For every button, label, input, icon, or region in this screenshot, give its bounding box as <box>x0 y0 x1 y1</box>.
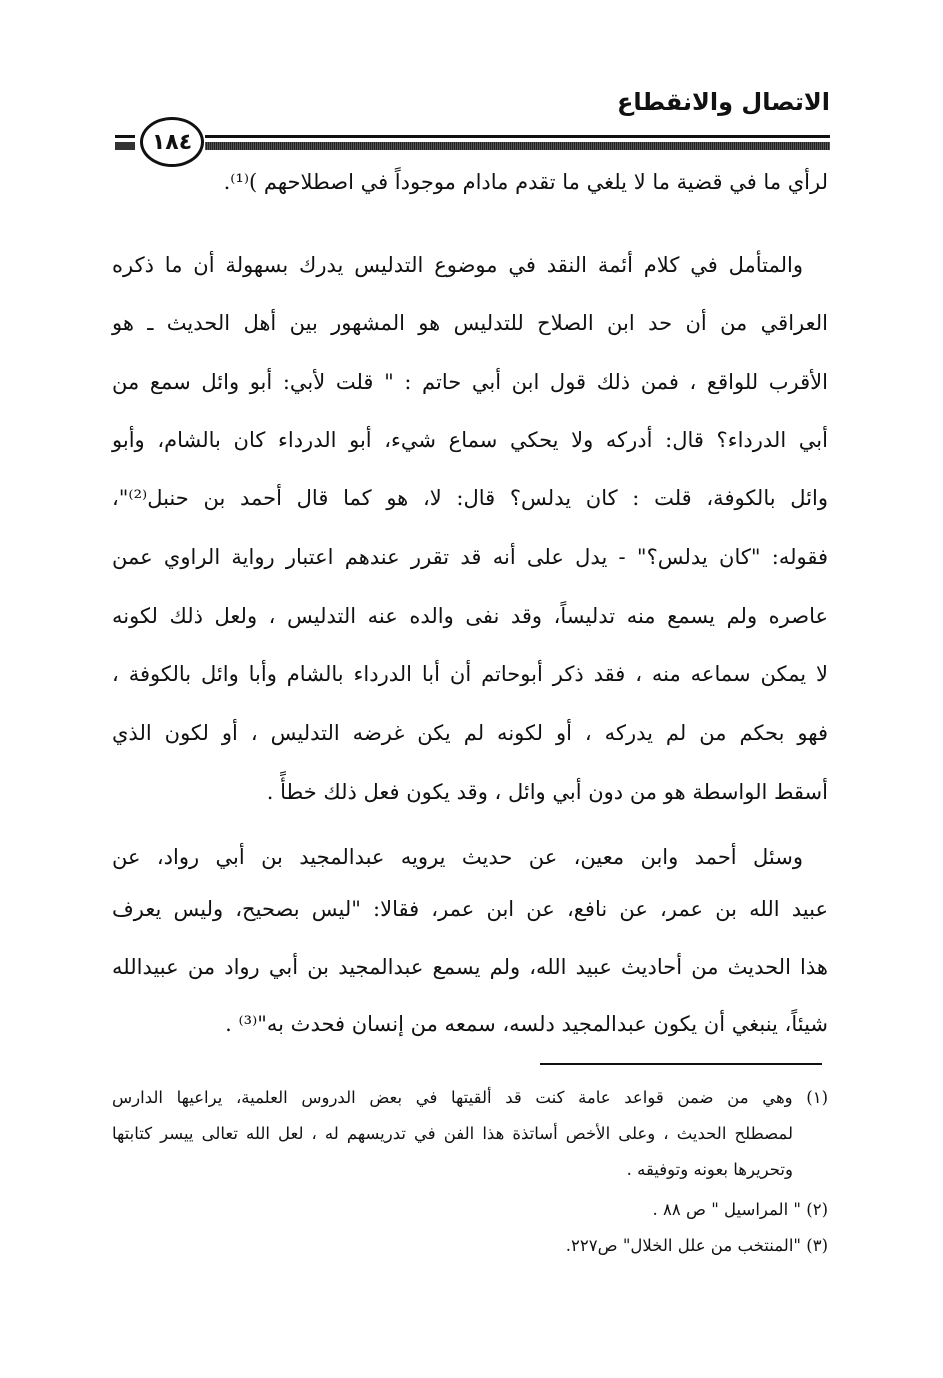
body-line: لرأي ما في قضية ما لا يلغي ما تقدم مادام موجوداً في اصطلاحهم )⁽¹⁾. <box>223 170 828 194</box>
body-line: وائل بالكوفة، قلت : كان يدلس؟ قال: لا، هو كما قال أحمد بن حنبل⁽²⁾"، <box>112 486 828 510</box>
body-line: العراقي من أن حد ابن الصلاح للتدليس هو المشهور بين أهل الحديث ـ هو <box>112 311 828 335</box>
footnote-line: (٢) " المراسيل " ص ٨٨ . <box>652 1200 828 1219</box>
body-line: أسقط الواسطة هو من دون أبي وائل ، وقد يكون فعل ذلك خطأً . <box>266 780 828 804</box>
body-line: عاصره ولم يسمع منه تدليساً، وقد نفى والده عنه التدليس ، ولعل ذلك لكونه <box>112 604 828 628</box>
footnote-line: (١) وهي من ضمن قواعد عامة كنت قد ألقيتها في بعض الدروس العلمية، يراعيها الدارس <box>112 1088 829 1107</box>
body-line: عبيد الله بن عمر، عن نافع، عن ابن عمر، فقالا: "ليس بصحيح، وليس يعرف <box>112 897 828 921</box>
running-title: الاتصال والانقطاع <box>616 88 830 116</box>
body-line: شيئاً، ينبغي أن يكون عبدالمجيد دلسه، سمعه من إنسان فحدث به"⁽³⁾ . <box>225 1012 828 1036</box>
header-rule <box>205 135 830 138</box>
header-rule-left <box>115 135 135 138</box>
body-line: الأقرب للواقع ، فمن ذلك قول ابن أبي حاتم : " قلت لأبي: أبو وائل سمع من <box>112 370 828 394</box>
footnote-line: لمصطلح الحديث ، وعلى الأخص أساتذة هذا الفن في تدريسهم له ، لعل الله تعالى ييسر كتابتها <box>112 1124 793 1143</box>
body-line: لا يمكن سماعه منه ، فقد ذكر أبوحاتم أن أبا الدرداء بالشام وأبا وائل بالكوفة ، <box>112 662 828 686</box>
footnote-line: وتحريرها بعونه وتوفيقه . <box>626 1160 793 1179</box>
body-line: أبي الدرداء؟ قال: أدركه ولا يحكي سماع شيء، أبو الدرداء كان بالشام، وأبو <box>112 428 828 452</box>
body-line: والمتأمل في كلام أئمة النقد في موضوع التدليس يدرك بسهولة أن ما ذكره <box>112 253 803 277</box>
page-number: ١٨٤ <box>140 117 204 167</box>
header-rule-left-decorative <box>115 142 135 150</box>
body-line: فهو بحكم من لم يدركه ، أو لكونه لم يكن غرضه التدليس ، أو لكون الذي <box>112 721 828 745</box>
body-line: وسئل أحمد وابن معين، عن حديث يرويه عبدالمجيد بن أبي رواد، عن <box>112 845 803 869</box>
header-rule-decorative <box>205 142 830 150</box>
body-line: فقوله: "كان يدلس؟" - يدل على أنه قد تقرر عندهم اعتبار رواية الراوي عمن <box>112 545 828 569</box>
body-line: هذا الحديث من أحاديث عبيد الله، ولم يسمع عبدالمجيد بن أبي رواد من عبيدالله <box>112 955 828 979</box>
footnote-line: (٣) "المنتخب من علل الخلال" ص٢٢٧. <box>565 1236 828 1255</box>
footnote-separator <box>540 1063 822 1065</box>
